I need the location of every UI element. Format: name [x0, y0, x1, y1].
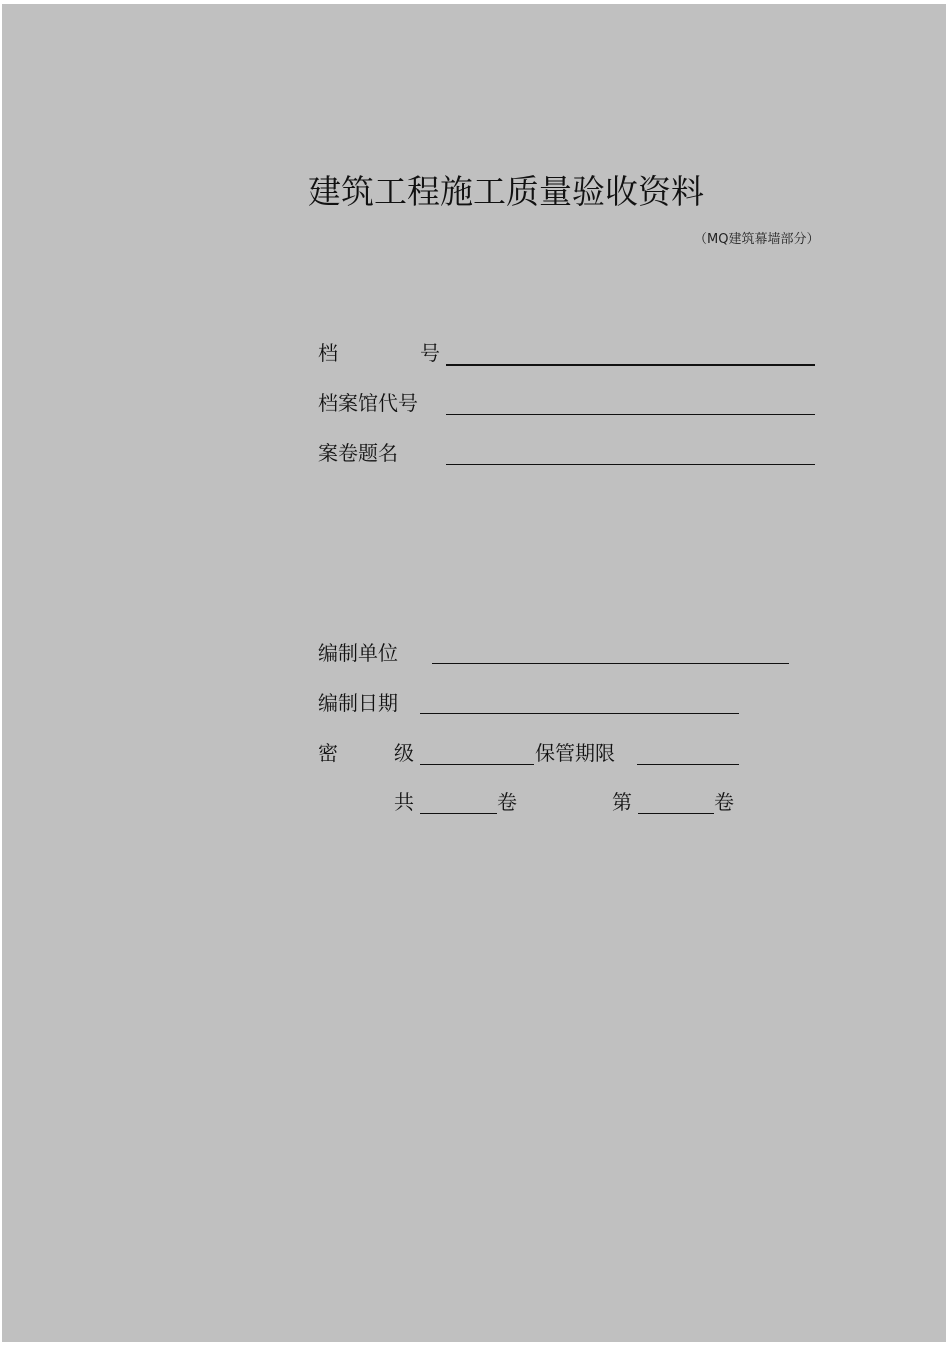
compiling-date-label: 编制日期 — [318, 691, 398, 715]
volume-title-label: 案卷题名 — [318, 441, 398, 465]
total-volumes-label: 共 — [394, 790, 414, 814]
archive-code-field[interactable] — [446, 414, 815, 415]
total-volumes-field[interactable] — [420, 813, 497, 814]
document-title: 建筑工程施工质量验收资料 — [308, 172, 704, 211]
retention-period-field[interactable] — [637, 764, 739, 765]
archive-number-label-part1: 档 — [318, 341, 338, 365]
compiling-unit-label: 编制单位 — [318, 641, 398, 665]
volume-number-unit: 卷 — [714, 790, 734, 814]
volume-number-field[interactable] — [638, 813, 714, 814]
compiling-unit-field[interactable] — [432, 663, 789, 664]
total-volumes-unit: 卷 — [497, 790, 517, 814]
archive-code-label: 档案馆代号 — [318, 391, 418, 415]
document-subtitle: （MQ建筑幕墙部分） — [694, 232, 820, 247]
retention-period-label: 保管期限 — [535, 741, 615, 765]
compiling-date-field[interactable] — [420, 713, 739, 714]
archive-number-label-part2: 号 — [420, 341, 440, 365]
archive-number-field[interactable] — [446, 364, 815, 366]
volume-title-field[interactable] — [446, 464, 815, 465]
volume-number-label: 第 — [612, 790, 632, 814]
secrecy-label-part1: 密 — [318, 741, 338, 765]
secrecy-level-field[interactable] — [420, 764, 534, 765]
secrecy-label-part2: 级 — [394, 741, 414, 765]
